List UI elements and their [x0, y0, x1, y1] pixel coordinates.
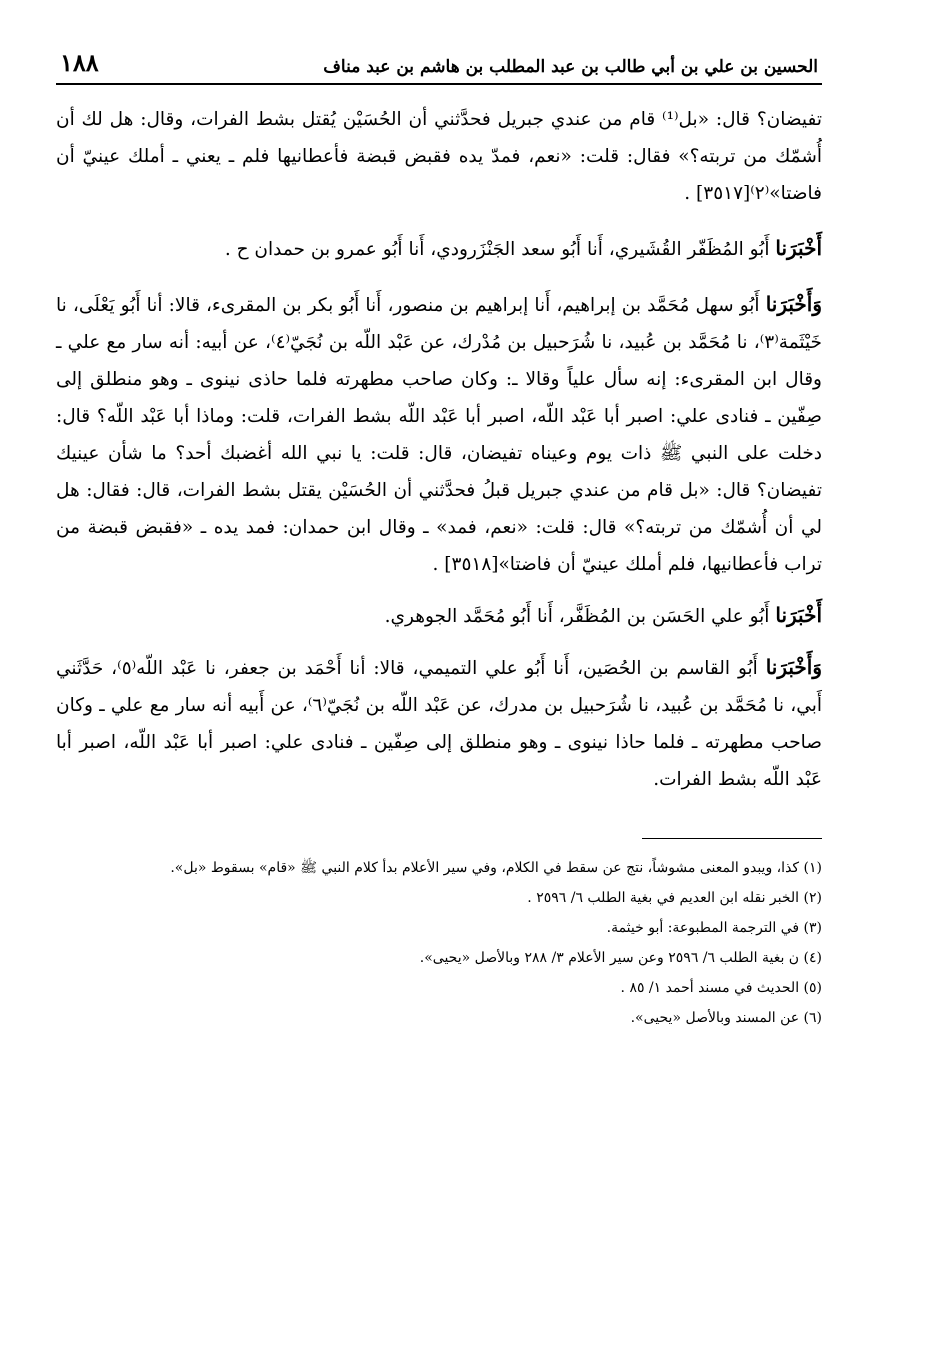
main-text [56, 101, 822, 798]
footnote-separator [642, 838, 822, 839]
isnad-keyword: أَخْبَرَنا [775, 603, 822, 627]
footnote-5: (٥) الحديث في مسند أحمد ١/ ٨٥ . [620, 980, 822, 996]
paragraph-3 [56, 286, 822, 583]
paragraph-text: تفيضان؟ قال: «بل⁽¹⁾ قام من عندي جبريل فحدَّثني أن الحُسَيْن يُقتل بشط الفرات، وقال: هل لك أن أُشمّك من تربته؟» فقال: قلت: «نعم، فمدّ يده فقبض قبضة فأعطانيها فلم ـ يعني ـ أملك عينيّ أن فاضتا»⁽٢⁾[٣٥١٧] . [56, 109, 822, 204]
paragraph-text: أَبُو سهل مُحَمَّد بن إبراهيم، أَنا إبراهيم بن منصور، أَنا أَبُو بكر بن المقرىء، قالا: أنا أَبُو يَعْلَى، نا خَيْثَمة⁽٣⁾، نا مُحَمَّد بن عُبيد، نا شُرَحبيل بن مُدْرك، عن عَبْد اللّه بن نُجَيّ⁽٤⁾، عن أبيه: أنه سار مع علي ـ وقال ابن المقرىء: إنه سأل علياً وقالا ـ: وكان صاحب مطهرته فلما حاذى نينوى ـ وهو منطلق إلى صِفّين ـ فنادى علي: اصبر أبا عَبْد اللّه، اصبر أبا عَبْد اللّه بشط الفرات، قلت: وماذا أبا عَبْد اللّه؟ قال: دخلت على النبي ﷺ ذات يوم وعيناه تفيضان، قال: قلت: يا نبي الله أغضبك أحد؟ ما شأن عينيك تفيضان؟ قال: «بل قام من عندي جبريل قبلُ فحدَّثني أن الحُسَيْن يقتل بشط الفرات، قال: فقال: هل لي أن أُشمّك من تربته؟» قال: قلت: «نعم، فمد» ـ وقال ابن حمدان: فمد يده ـ «فقبض قبضة من تراب فأعطانيها، فلم أملك عينيّ أن فاضتا»[٣٥١٨] . [56, 295, 822, 575]
paragraph-1 [56, 101, 822, 212]
page-number: ١٨٨ [60, 48, 99, 77]
footnote-1: (١) كذا، ويبدو المعنى مشوشاً، نتج عن سقط في الكلام، وفي سير الأعلام بدأ كلام النبي ﷺ «قام» بسقوط «بل». [170, 860, 822, 876]
isnad-keyword: أَخْبَرَنا [775, 236, 822, 260]
paragraph-5 [56, 649, 822, 798]
isnad-keyword: وَأَخْبَرَنا [765, 655, 822, 679]
paragraph-text: أَبُو علي الحَسَن بن المُظَفَّر، أَنا أَبُو مُحَمَّد الجوهري. [384, 606, 776, 627]
running-title: الحسين بن علي بن أبي طالب بن عبد المطلب بن هاشم بن عبد مناف [323, 57, 818, 77]
footnote-3: (٣) في الترجمة المطبوعة: أبو خيثمة. [606, 920, 822, 936]
isnad-keyword: وَأَخْبَرَنا [765, 292, 822, 316]
footnote-4: (٤) ن بغية الطلب ٦/ ٢٥٩٦ وعن سير الأعلام ٣/ ٢٨٨ وبالأصل «يحيى». [419, 950, 822, 966]
paragraph-2 [56, 230, 822, 268]
footnote-6: (٦) عن المسند وبالأصل «يحيى». [630, 1010, 822, 1026]
footnotes [56, 853, 822, 1033]
paragraph-4 [56, 597, 822, 635]
running-header [56, 48, 822, 85]
footnote-2: (٢) الخبر نقله ابن العديم في بغية الطلب ٦/ ٢٥٩٦ . [527, 890, 822, 906]
paragraph-text: أَبُو المُظَفّر القُشَيري، أَنا أَبُو سعد الجَنْزَرودي، أَنا أَبُو عمرو بن حمدان ح . [224, 239, 776, 260]
paragraph-text: أَبُو القاسم بن الحُصَين، أَنا أَبُو علي التميمي، قالا: أنا أَحْمَد بن جعفر، نا عَبْد اللّه⁽٥⁾، حَدَّثَني أَبي، نا مُحَمَّد بن عُبيد، نا شُرَحبيل بن مدرك، عن عَبْد اللّه بن نُجَيّ⁽٦⁾، عن أَبيه أنه سار مع علي ـ وكان صاحب مطهرته ـ فلما حاذا نينوى ـ وهو منطلق إلى صِفّين ـ فنادى علي: اصبر أبا عَبْد اللّه، اصبر أبا عَبْد اللّه بشط الفرات. [56, 658, 822, 790]
